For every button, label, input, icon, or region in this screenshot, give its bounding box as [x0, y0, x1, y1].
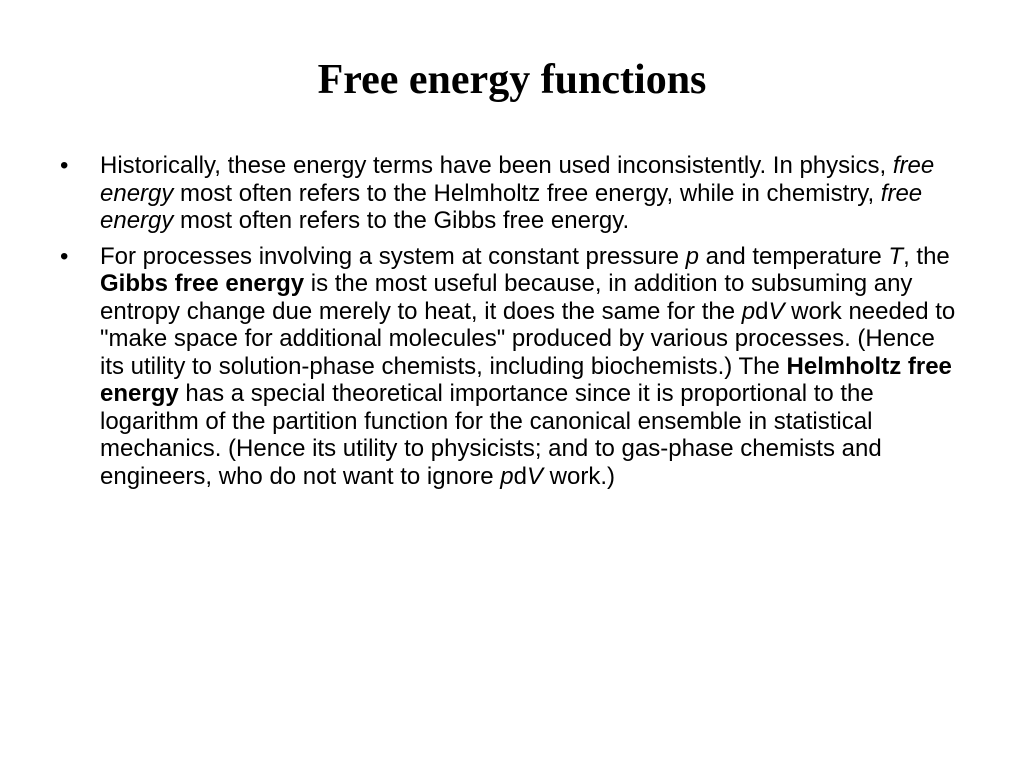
- italic-term: free energy: [100, 152, 935, 207]
- italic-variable: p: [685, 242, 699, 270]
- text-segment: d: [513, 462, 527, 490]
- italic-variable: p: [741, 297, 756, 325]
- text-segment: most often refers to the Gibbs free energy.: [173, 207, 630, 234]
- italic-variable: V: [526, 462, 543, 490]
- italic-variable: V: [768, 297, 785, 325]
- italic-variable: p: [500, 462, 514, 490]
- text-segment: and temperature: [698, 242, 889, 270]
- text-segment: d: [755, 297, 769, 325]
- bullet-text: [100, 243, 960, 491]
- slide-title: Free energy functions: [317, 57, 707, 103]
- text-segment: , the: [903, 242, 950, 270]
- bullet-list: [60, 152, 960, 498]
- bullet-marker: •: [60, 242, 69, 270]
- text-segment: Historically, these energy terms have been used inconsistently. In physics,: [100, 152, 893, 179]
- bullet-text: [100, 152, 960, 235]
- text-segment: For processes involving a system at constant pressure: [100, 242, 686, 270]
- bullet-marker: •: [60, 152, 69, 179]
- bullet-item-historical-usage: [60, 152, 960, 235]
- italic-term: free energy: [100, 179, 923, 234]
- italic-variable: T: [888, 242, 904, 270]
- text-segment: work.): [543, 462, 615, 490]
- text-segment: is the most useful because, in addition to subsuming any entropy change due merely to heat, it does the same for the: [100, 270, 913, 325]
- bold-term: Gibbs free energy: [100, 270, 305, 297]
- bold-term: Helmholtz free energy: [100, 352, 952, 407]
- text-segment: most often refers to the Helmholtz free energy, while in chemistry,: [173, 179, 881, 207]
- text-segment: work needed to "make space for additional molecules" produced by various processes. (Hence its utility to solution-phase chemists, including biochemists.) The: [100, 297, 956, 380]
- text-segment: has a special theoretical importance since it is proportional to the logarithm of the partition function for the canonical ensemble in statistical mechanics. (Hence its utility to physicists; and to gas-phase chemists and engineers, who do not want to ignore: [100, 380, 882, 490]
- bullet-item-gibbs-helmholtz: [60, 243, 960, 491]
